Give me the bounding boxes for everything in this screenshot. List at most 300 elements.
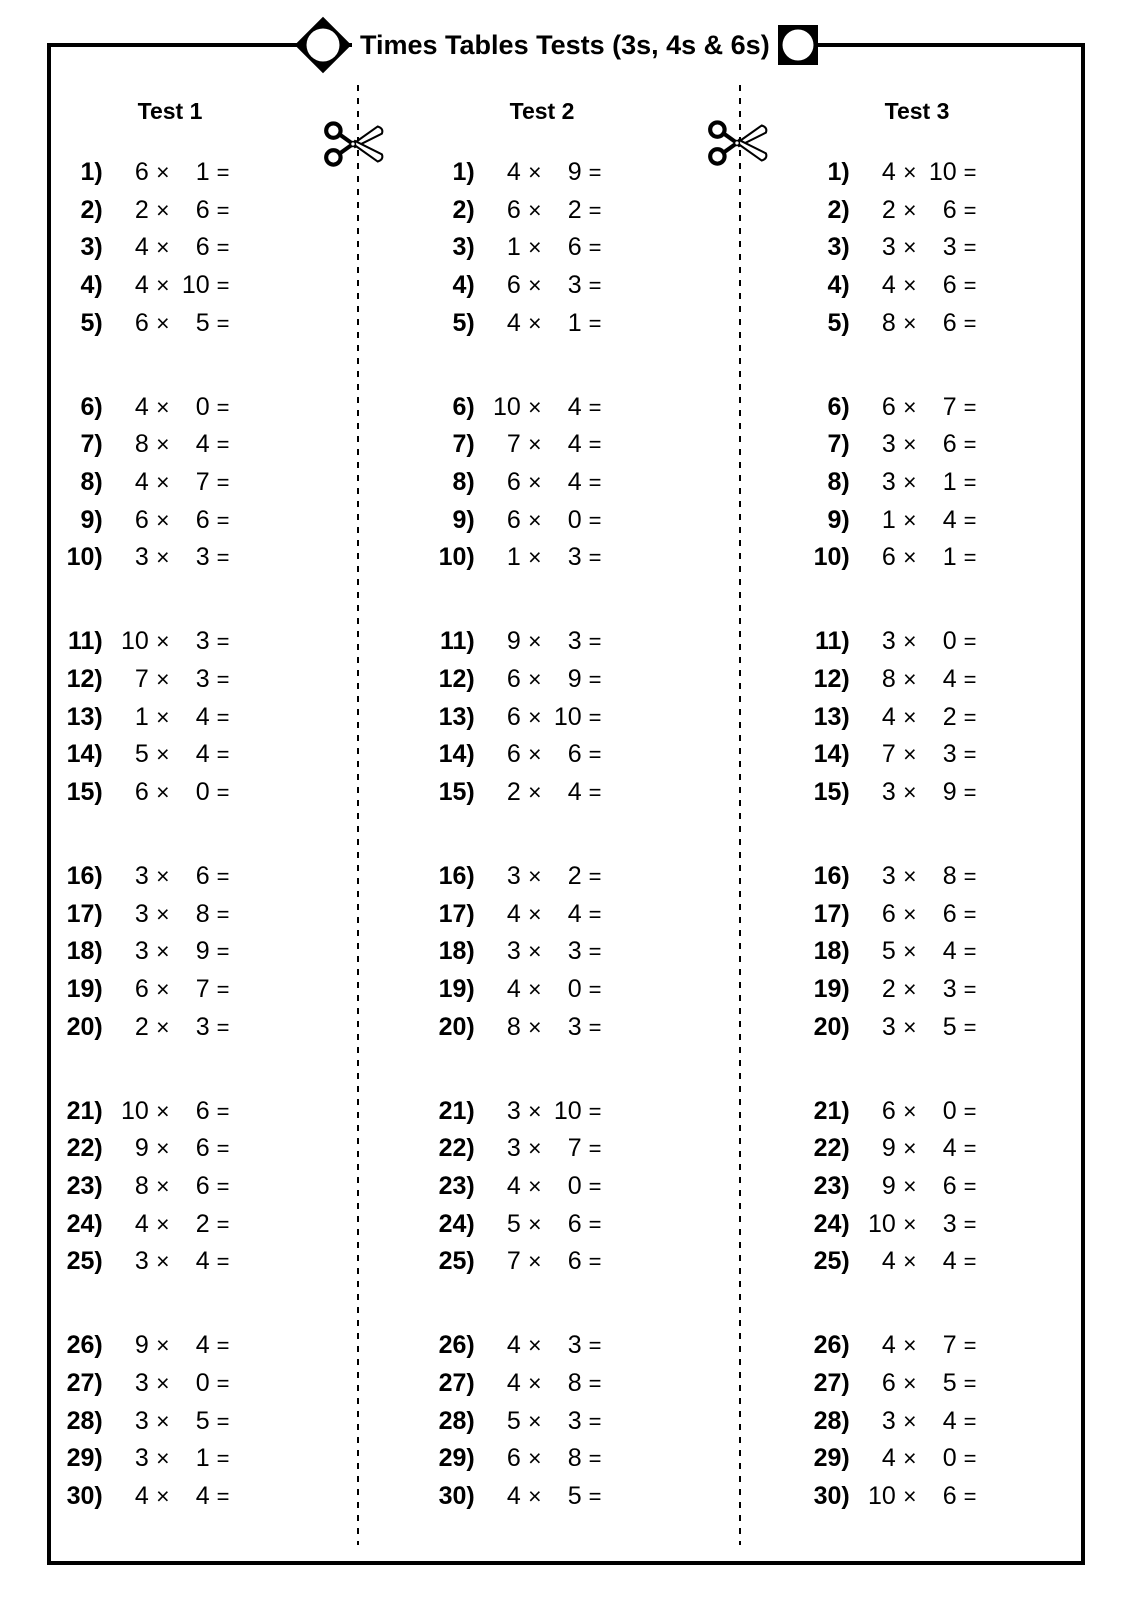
answer-blank — [238, 1243, 271, 1281]
multiplicand: 3 — [881, 468, 896, 496]
problem-row — [802, 858, 1018, 896]
multiplicand: 4 — [134, 1481, 149, 1510]
multiplicand: 10 — [120, 1096, 149, 1125]
equals-sign: = — [216, 235, 230, 261]
problem-row — [55, 896, 271, 934]
problem-row — [802, 464, 1018, 502]
problem-row — [427, 623, 643, 661]
equals-sign: = — [588, 1211, 602, 1237]
problem-row — [427, 267, 643, 305]
multiplier: 8 — [567, 1368, 582, 1397]
multiplicand: 9 — [134, 1134, 149, 1163]
equals-sign: = — [963, 1446, 977, 1472]
multiplier: 3 — [942, 233, 957, 262]
equals-sign: = — [216, 1370, 230, 1396]
answer-blank — [985, 389, 1018, 427]
problem-number: 26) — [813, 1331, 850, 1360]
multiply-sign: × — [156, 1135, 170, 1162]
multiplier: 6 — [195, 1096, 210, 1125]
multiply-sign: × — [528, 1369, 542, 1396]
answer-blank — [985, 267, 1018, 305]
equals-sign: = — [216, 1408, 230, 1434]
problem-row — [802, 1403, 1018, 1441]
problem-row — [55, 858, 271, 896]
answer-blank — [238, 1365, 271, 1403]
multiply-sign: × — [528, 196, 542, 223]
equals-sign: = — [588, 976, 602, 1002]
multiply-sign: × — [156, 628, 170, 655]
equals-sign: = — [216, 1098, 230, 1124]
multiply-sign: × — [156, 1013, 170, 1040]
problem-row — [427, 933, 643, 971]
multiplicand: 6 — [134, 505, 149, 534]
problem-number: 13) — [66, 702, 103, 731]
multiplicand: 3 — [506, 1096, 521, 1125]
multiplier: 0 — [942, 1096, 957, 1125]
problem-row — [802, 933, 1018, 971]
multiply-sign: × — [528, 506, 542, 533]
problem-row — [802, 699, 1018, 737]
square-bullet-icon — [778, 25, 818, 65]
multiplier: 6 — [942, 195, 957, 224]
page-title: Times Tables Tests (3s, 4s & 6s) — [352, 14, 778, 76]
problem-row — [55, 192, 271, 230]
diamond-bullet-icon — [294, 16, 352, 74]
equals-sign: = — [963, 160, 977, 185]
multiplier: 3 — [195, 1012, 210, 1041]
problem-row — [802, 1168, 1018, 1206]
problem-number: 4) — [80, 271, 103, 300]
problem-number: 23) — [66, 1171, 103, 1200]
multiplier: 4 — [942, 505, 957, 534]
equals-sign: = — [216, 1014, 230, 1040]
multiply-sign: × — [528, 862, 542, 889]
problem-number: 14) — [66, 740, 103, 769]
multiplier: 3 — [195, 664, 210, 693]
answer-blank — [610, 502, 643, 540]
answer-blank — [238, 1403, 271, 1441]
problem-number: 5) — [80, 308, 103, 337]
multiplicand: 4 — [881, 158, 896, 186]
multiply-sign: × — [903, 1135, 917, 1162]
multiplicand: 3 — [506, 861, 521, 890]
answer-blank — [985, 699, 1018, 737]
multiply-sign: × — [156, 159, 170, 185]
answer-blank — [238, 971, 271, 1009]
equals-sign: = — [588, 901, 602, 927]
equals-sign: = — [588, 470, 602, 495]
multiplier: 6 — [942, 308, 957, 337]
multiply-sign: × — [903, 272, 917, 299]
multiplier: 0 — [195, 392, 210, 421]
multiplicand: 6 — [881, 1096, 896, 1125]
problem-row — [802, 1093, 1018, 1131]
multiplicand: 3 — [881, 1012, 896, 1041]
answer-blank — [610, 699, 643, 737]
multiplier: 9 — [567, 664, 582, 693]
problem-number: 25) — [813, 1247, 850, 1276]
answer-blank — [610, 971, 643, 1009]
equals-sign: = — [216, 1173, 230, 1199]
multiplicand: 1 — [134, 702, 149, 731]
multiplicand: 5 — [881, 937, 896, 966]
equals-sign: = — [588, 704, 602, 730]
problem-number: 25) — [66, 1247, 103, 1276]
multiplier: 7 — [942, 392, 957, 421]
answer-blank — [985, 1327, 1018, 1365]
equals-sign: = — [963, 901, 977, 927]
equals-sign: = — [963, 1211, 977, 1237]
test-1-heading: Test 1 — [137, 98, 203, 124]
equals-sign: = — [216, 1446, 230, 1472]
multiplicand: 8 — [134, 430, 149, 459]
problem-number: 26) — [438, 1331, 475, 1360]
problem-number: 28) — [66, 1406, 103, 1435]
equals-sign: = — [216, 742, 230, 768]
multiply-sign: × — [528, 1210, 542, 1237]
answer-blank — [610, 1478, 643, 1516]
multiplicand: 4 — [881, 1247, 896, 1276]
equals-sign: = — [963, 470, 977, 495]
test-column-2 — [427, 98, 643, 1510]
problem-number: 9) — [452, 505, 475, 534]
problem-row — [55, 1365, 271, 1403]
multiplier: 3 — [567, 271, 582, 300]
answer-blank — [610, 896, 643, 934]
problem-number: 30) — [813, 1481, 850, 1510]
answer-blank — [238, 502, 271, 540]
equals-sign: = — [216, 394, 230, 420]
multiplicand: 10 — [492, 392, 521, 421]
multiplier: 5 — [195, 1406, 210, 1435]
problem-number: 11) — [67, 627, 103, 656]
answer-blank — [238, 896, 271, 934]
multiply-sign: × — [903, 703, 917, 730]
multiply-sign: × — [156, 862, 170, 889]
multiply-sign: × — [903, 309, 917, 336]
multiplicand: 3 — [134, 1406, 149, 1435]
problem-row — [802, 305, 1018, 343]
multiply-sign: × — [903, 431, 917, 458]
multiplier: 10 — [181, 271, 210, 300]
equals-sign: = — [588, 160, 602, 185]
multiply-sign: × — [903, 159, 917, 185]
equals-sign: = — [588, 197, 602, 223]
equals-sign: = — [588, 1333, 602, 1359]
answer-blank — [985, 1168, 1018, 1206]
equals-sign: = — [588, 1136, 602, 1162]
multiplier: 0 — [195, 778, 210, 806]
problem-row — [802, 229, 1018, 267]
answer-blank — [238, 1327, 271, 1365]
multiplicand: 7 — [506, 430, 521, 459]
multiplicand: 3 — [881, 778, 896, 806]
multiplier: 0 — [567, 974, 582, 1003]
answer-blank — [238, 623, 271, 661]
title-bar — [294, 14, 818, 76]
problem-row — [802, 736, 1018, 774]
problem-row — [55, 1009, 271, 1047]
multiplier: 7 — [567, 1134, 582, 1163]
problem-number: 21) — [813, 1096, 850, 1125]
problem-number: 5) — [452, 308, 475, 337]
problem-number: 18) — [438, 937, 475, 966]
multiplier: 6 — [942, 271, 957, 300]
multiply-sign: × — [903, 234, 917, 261]
equals-sign: = — [963, 394, 977, 420]
multiplicand: 7 — [881, 740, 896, 769]
problem-row — [55, 1206, 271, 1244]
answer-blank — [238, 1206, 271, 1244]
multiplicand: 2 — [134, 195, 149, 224]
equals-sign: = — [588, 666, 602, 692]
answer-blank — [238, 933, 271, 971]
test-3-problems — [802, 154, 1018, 1516]
multiply-sign: × — [156, 1407, 170, 1434]
multiplier: 4 — [567, 392, 582, 421]
problem-number: 1) — [80, 158, 103, 186]
multiplier: 6 — [942, 1481, 957, 1510]
multiplier: 9 — [195, 937, 210, 966]
multiplier: 1 — [195, 1444, 210, 1473]
multiplier: 4 — [195, 740, 210, 769]
equals-sign: = — [216, 901, 230, 927]
test-2-heading: Test 2 — [509, 98, 575, 124]
answer-blank — [610, 1206, 643, 1244]
multiplicand: 4 — [134, 392, 149, 421]
answer-blank — [985, 305, 1018, 343]
answer-blank — [238, 464, 271, 502]
answer-blank — [610, 736, 643, 774]
problem-row — [802, 154, 1018, 192]
problem-number: 25) — [438, 1247, 475, 1276]
answer-blank — [610, 305, 643, 343]
multiplicand: 6 — [506, 740, 521, 769]
equals-sign: = — [588, 742, 602, 768]
equals-sign: = — [588, 432, 602, 458]
multiplicand: 4 — [506, 974, 521, 1003]
problem-number: 22) — [66, 1134, 103, 1163]
problem-number: 20) — [813, 1012, 850, 1041]
multiplicand: 8 — [134, 1171, 149, 1200]
multiplicand: 6 — [881, 392, 896, 421]
multiply-sign: × — [156, 900, 170, 927]
multiplier: 3 — [567, 1406, 582, 1435]
multiplier: 5 — [195, 308, 210, 337]
multiply-sign: × — [903, 506, 917, 533]
answer-blank — [985, 426, 1018, 464]
equals-sign: = — [216, 273, 230, 299]
problem-number: 24) — [813, 1209, 850, 1238]
multiplicand: 3 — [134, 1247, 149, 1276]
equals-sign: = — [963, 1408, 977, 1434]
problem-number: 16) — [813, 861, 850, 890]
problem-number: 16) — [66, 861, 103, 890]
equals-sign: = — [963, 863, 977, 889]
multiplicand: 6 — [506, 271, 521, 300]
multiply-sign: × — [528, 393, 542, 420]
problem-row — [427, 539, 643, 577]
equals-sign: = — [588, 1370, 602, 1396]
multiplicand: 6 — [506, 505, 521, 534]
problem-number: 19) — [438, 974, 475, 1003]
multiplicand: 6 — [506, 195, 521, 224]
problem-number: 3) — [80, 233, 103, 262]
multiplier: 4 — [195, 1247, 210, 1276]
multiply-sign: × — [903, 741, 917, 768]
multiplier: 8 — [567, 1444, 582, 1473]
answer-blank — [238, 699, 271, 737]
problem-number: 29) — [438, 1444, 475, 1473]
multiply-sign: × — [903, 1407, 917, 1434]
problem-number: 19) — [813, 974, 850, 1003]
multiply-sign: × — [528, 1248, 542, 1275]
multiply-sign: × — [528, 309, 542, 336]
equals-sign: = — [216, 780, 230, 805]
multiplier: 2 — [567, 195, 582, 224]
multiplier: 4 — [942, 1406, 957, 1435]
problem-row — [427, 1403, 643, 1441]
problem-row — [55, 1327, 271, 1365]
multiplier: 3 — [942, 740, 957, 769]
multiplier: 6 — [195, 505, 210, 534]
equals-sign: = — [963, 666, 977, 692]
multiplicand: 4 — [134, 233, 149, 262]
answer-blank — [238, 858, 271, 896]
multiplier: 2 — [195, 1209, 210, 1238]
problem-row — [55, 699, 271, 737]
problem-number: 7) — [827, 430, 850, 459]
multiply-sign: × — [528, 469, 542, 495]
answer-blank — [985, 539, 1018, 577]
multiplier: 4 — [195, 1331, 210, 1360]
answer-blank — [985, 1478, 1018, 1516]
multiplicand: 9 — [881, 1171, 896, 1200]
problem-number: 21) — [438, 1096, 475, 1125]
multiply-sign: × — [156, 741, 170, 768]
answer-blank — [610, 1243, 643, 1281]
problem-row — [55, 305, 271, 343]
answer-blank — [610, 267, 643, 305]
problem-number: 27) — [438, 1368, 475, 1397]
problem-number: 21) — [66, 1096, 103, 1125]
problem-row — [802, 896, 1018, 934]
multiplier: 10 — [928, 158, 957, 186]
multiplicand: 8 — [881, 664, 896, 693]
multiply-sign: × — [903, 1097, 917, 1124]
answer-blank — [238, 154, 271, 192]
multiply-sign: × — [903, 862, 917, 889]
multiplier: 6 — [195, 195, 210, 224]
multiplicand: 4 — [506, 158, 521, 186]
problem-number: 12) — [438, 664, 475, 693]
multiplicand: 2 — [881, 195, 896, 224]
multiplier: 7 — [195, 974, 210, 1003]
multiplier: 4 — [942, 937, 957, 966]
problem-number: 3) — [452, 233, 475, 262]
equals-sign: = — [588, 1014, 602, 1040]
multiply-sign: × — [156, 506, 170, 533]
multiplier: 7 — [195, 468, 210, 496]
problem-number: 6) — [80, 392, 103, 421]
test-2-problems — [427, 154, 643, 1516]
multiply-sign: × — [156, 1248, 170, 1275]
multiplicand: 4 — [506, 1331, 521, 1360]
problem-row — [802, 971, 1018, 1009]
answer-blank — [238, 426, 271, 464]
multiplicand: 6 — [134, 308, 149, 337]
answer-blank — [610, 1327, 643, 1365]
multiply-sign: × — [528, 938, 542, 965]
multiplier: 0 — [567, 1171, 582, 1200]
multiply-sign: × — [528, 1013, 542, 1040]
multiply-sign: × — [903, 1369, 917, 1396]
answer-blank — [610, 229, 643, 267]
answer-blank — [985, 1365, 1018, 1403]
equals-sign: = — [588, 394, 602, 420]
problem-number: 2) — [452, 195, 475, 224]
multiplicand: 1 — [881, 505, 896, 534]
answer-blank — [238, 661, 271, 699]
multiplier: 7 — [942, 1331, 957, 1360]
multiply-sign: × — [903, 1172, 917, 1199]
problem-number: 11) — [439, 627, 475, 656]
problem-row — [427, 1168, 643, 1206]
equals-sign: = — [963, 629, 977, 655]
multiply-sign: × — [528, 1407, 542, 1434]
multiplicand: 9 — [881, 1134, 896, 1163]
equals-sign: = — [216, 976, 230, 1002]
multiplier: 8 — [195, 899, 210, 928]
multiplier: 3 — [567, 543, 582, 572]
answer-blank — [238, 1130, 271, 1168]
multiply-sign: × — [528, 1172, 542, 1199]
answer-blank — [610, 192, 643, 230]
equals-sign: = — [963, 235, 977, 261]
multiply-sign: × — [528, 628, 542, 655]
multiply-sign: × — [156, 1482, 170, 1509]
multiply-sign: × — [528, 159, 542, 185]
multiplicand: 4 — [506, 1481, 521, 1510]
problem-row — [427, 661, 643, 699]
problem-number: 18) — [66, 937, 103, 966]
multiplicand: 4 — [881, 1444, 896, 1473]
multiplier: 8 — [942, 861, 957, 890]
problem-row — [427, 1365, 643, 1403]
answer-blank — [985, 858, 1018, 896]
multiplier: 6 — [195, 1171, 210, 1200]
equals-sign: = — [216, 310, 230, 336]
multiplicand: 7 — [506, 1247, 521, 1276]
multiply-sign: × — [528, 900, 542, 927]
multiply-sign: × — [903, 1445, 917, 1472]
multiply-sign: × — [903, 469, 917, 495]
problem-number: 13) — [813, 702, 850, 731]
problem-row — [55, 502, 271, 540]
problem-row — [802, 539, 1018, 577]
answer-blank — [985, 971, 1018, 1009]
equals-sign: = — [588, 780, 602, 805]
multiplier: 5 — [942, 1012, 957, 1041]
problem-row — [427, 1243, 643, 1281]
problem-row — [427, 426, 643, 464]
multiply-sign: × — [156, 665, 170, 692]
multiplicand: 3 — [134, 1368, 149, 1397]
problem-row — [802, 1327, 1018, 1365]
problem-number: 16) — [438, 861, 475, 890]
multiplier: 4 — [195, 702, 210, 731]
equals-sign: = — [216, 197, 230, 223]
